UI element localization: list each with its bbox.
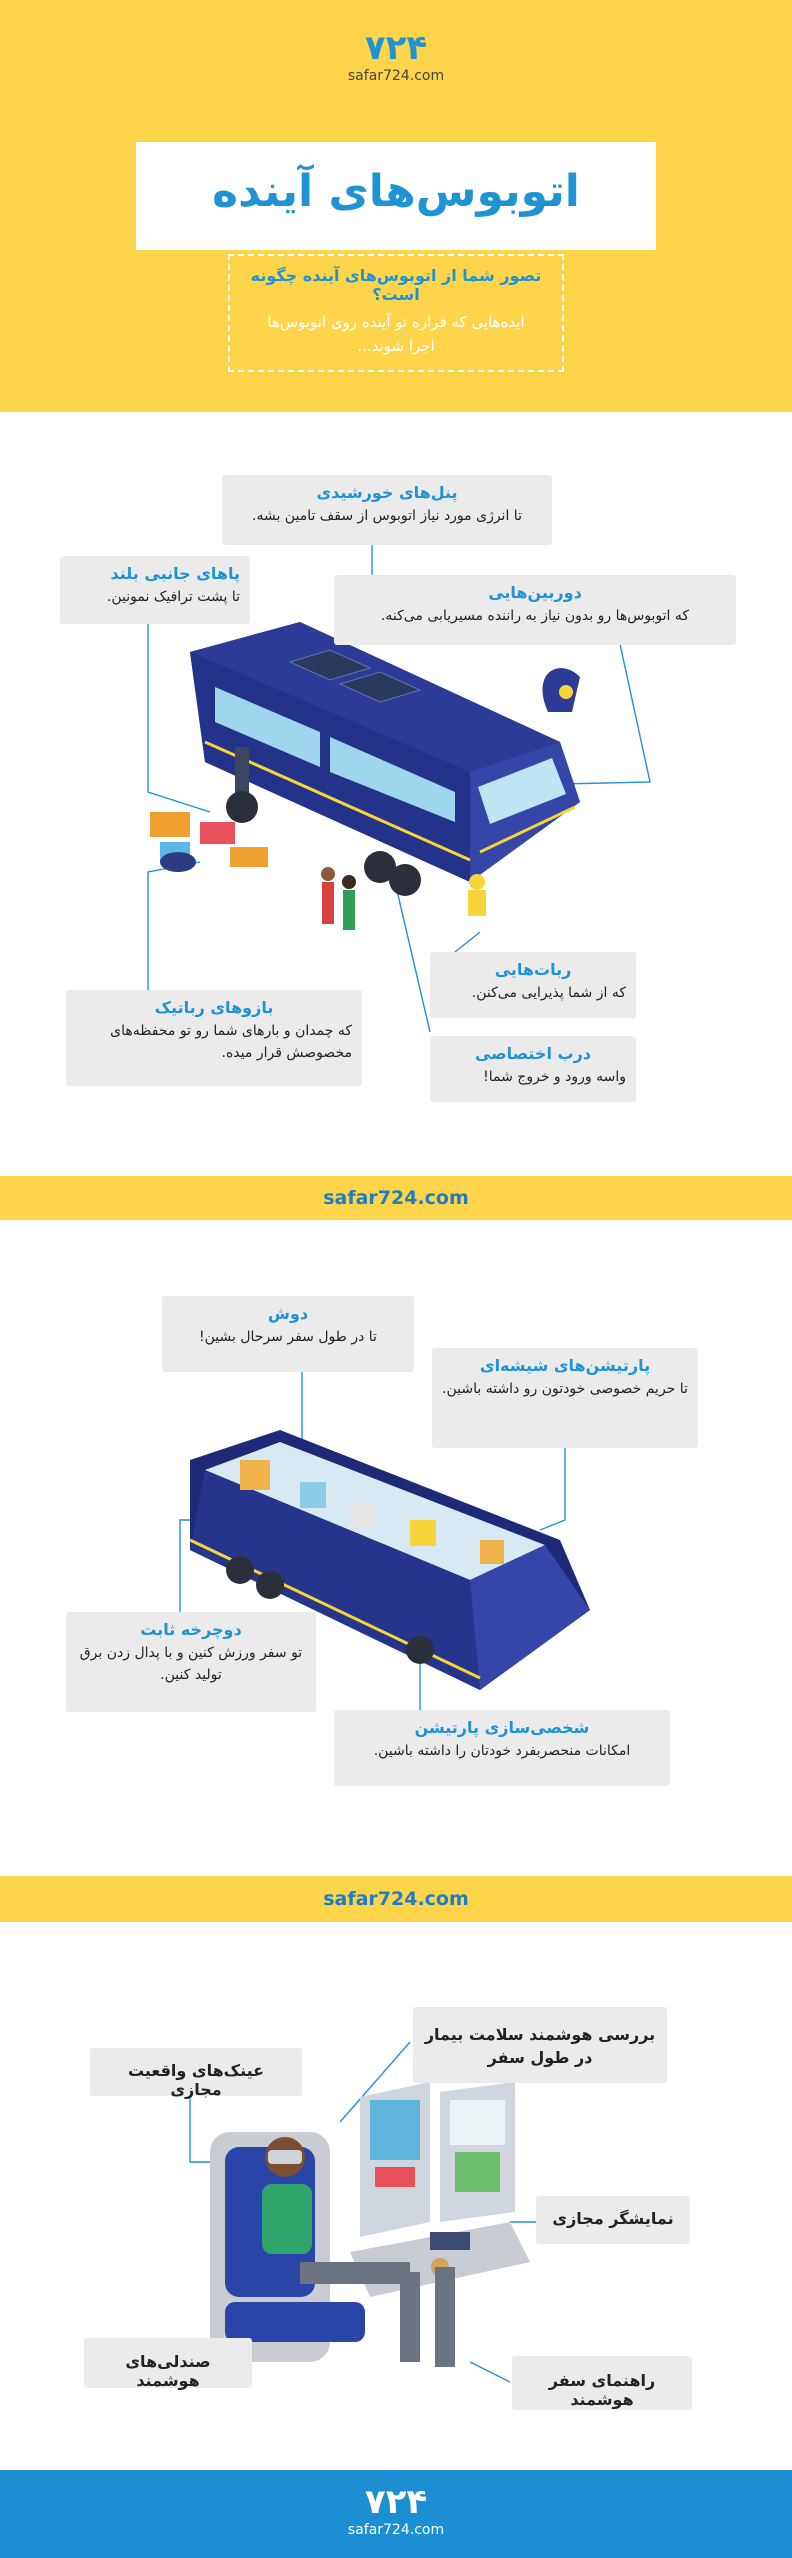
luggage bbox=[150, 812, 268, 872]
card-text: که از شما پذیرایی می‌کنن. bbox=[471, 985, 626, 1001]
card-smart-guide bbox=[512, 2356, 692, 2410]
card-text: تا انرژی مورد نیاز اتوبوس از سقف تامین بشه. bbox=[252, 508, 522, 524]
card-title: دوچرخه ثابت bbox=[140, 1620, 242, 1639]
card-title: پنل‌های خورشیدی bbox=[316, 483, 458, 502]
robot bbox=[468, 874, 486, 916]
card-partition-customization bbox=[334, 1710, 670, 1786]
card-text: امکانات منحصربفرد خودتان را داشته باشین. bbox=[373, 1743, 631, 1759]
card-private-door bbox=[430, 1036, 636, 1102]
leader-door bbox=[395, 882, 430, 1032]
intro-subtitle-2: اجرا شوند... bbox=[357, 337, 435, 355]
card-text: تا پشت ترافیک نمونین. bbox=[106, 589, 240, 605]
card-virtual-display bbox=[536, 2196, 690, 2244]
card-text: که چمدان و بارهای شما رو تو محفظه‌های مخصوصش قرار میده. bbox=[110, 1023, 352, 1061]
leader-arms bbox=[148, 862, 200, 992]
card-health-monitoring bbox=[413, 2007, 667, 2083]
card-title: صندلی‌های هوشمند bbox=[125, 2352, 211, 2390]
card-title: نمایشگر مجازی bbox=[552, 2209, 674, 2228]
card-solar-panels bbox=[222, 475, 552, 545]
page-title: اتوبوس‌های آینده bbox=[212, 166, 580, 217]
card-title: بررسی هوشمند سلامت بیمار در طول سفر bbox=[424, 2025, 656, 2068]
card-title: عینک‌های واقعیت مجازی bbox=[127, 2061, 265, 2099]
footer-logo[interactable] bbox=[326, 2482, 466, 2538]
footer bbox=[0, 2470, 792, 2558]
card-text: واسه ورود و خروج شما! bbox=[483, 1069, 626, 1085]
title-box bbox=[136, 142, 656, 250]
card-title: دوربین‌هایی bbox=[488, 583, 582, 602]
card-vr-glasses bbox=[90, 2048, 302, 2099]
strip-text: safar724.com bbox=[323, 1187, 469, 1209]
logo-text: safar724.com bbox=[347, 68, 445, 84]
logo-mark: ۷۲۴ bbox=[364, 28, 428, 68]
intro-box bbox=[228, 254, 564, 372]
smart-seat bbox=[210, 2082, 530, 2362]
card-robotic-arms bbox=[66, 990, 362, 1086]
card-text: تا حریم خصوصی خودتون رو داشته باشین. bbox=[442, 1381, 688, 1397]
top-logo[interactable] bbox=[326, 28, 466, 84]
card-robots bbox=[430, 952, 636, 1018]
brand-strip-2[interactable] bbox=[0, 1876, 792, 1922]
passengers bbox=[321, 867, 356, 930]
logo-mark: ۷۲۴ bbox=[364, 2482, 428, 2522]
intro-question: تصور شما از اتوبوس‌های آینده چگونه است؟ bbox=[250, 266, 542, 304]
card-text: تو سفر ورزش کنین و با پدال زدن برق تولید کنین. bbox=[79, 1645, 303, 1683]
logo-text: safar724.com bbox=[347, 2522, 445, 2538]
card-cameras bbox=[334, 575, 736, 645]
card-title: راهنمای سفر هوشمند bbox=[548, 2371, 656, 2409]
card-title: پارتیشن‌های شیشه‌ای bbox=[479, 1356, 651, 1375]
card-title: پاهای جانبی بلند bbox=[110, 564, 240, 583]
leader-partitions bbox=[540, 1448, 565, 1530]
card-glass-partitions bbox=[432, 1348, 698, 1448]
leader-guide bbox=[470, 2362, 510, 2382]
card-long-legs bbox=[60, 556, 250, 624]
card-title: ربات‌هایی bbox=[494, 960, 572, 979]
card-stationary-bike bbox=[66, 1612, 316, 1712]
card-title: دوش bbox=[267, 1304, 309, 1323]
card-text: تا در طول سفر سرحال بشین! bbox=[199, 1329, 377, 1345]
card-smart-seats bbox=[84, 2338, 252, 2388]
card-shower bbox=[162, 1296, 414, 1372]
strip-text: safar724.com bbox=[323, 1888, 469, 1910]
brand-strip-1[interactable] bbox=[0, 1176, 792, 1220]
card-title: درب اختصاصی bbox=[474, 1044, 592, 1063]
card-title: شخصی‌سازی پارتیشن bbox=[414, 1718, 590, 1737]
card-text: که اتوبوس‌ها رو بدون نیاز به راننده مسیریابی می‌کنه. bbox=[380, 608, 690, 624]
intro-subtitle-1: ایده‌هایی که قراره تو آینده روی اتوبوس‌ها bbox=[267, 313, 525, 331]
card-title: بازوهای رباتیک bbox=[154, 998, 274, 1017]
